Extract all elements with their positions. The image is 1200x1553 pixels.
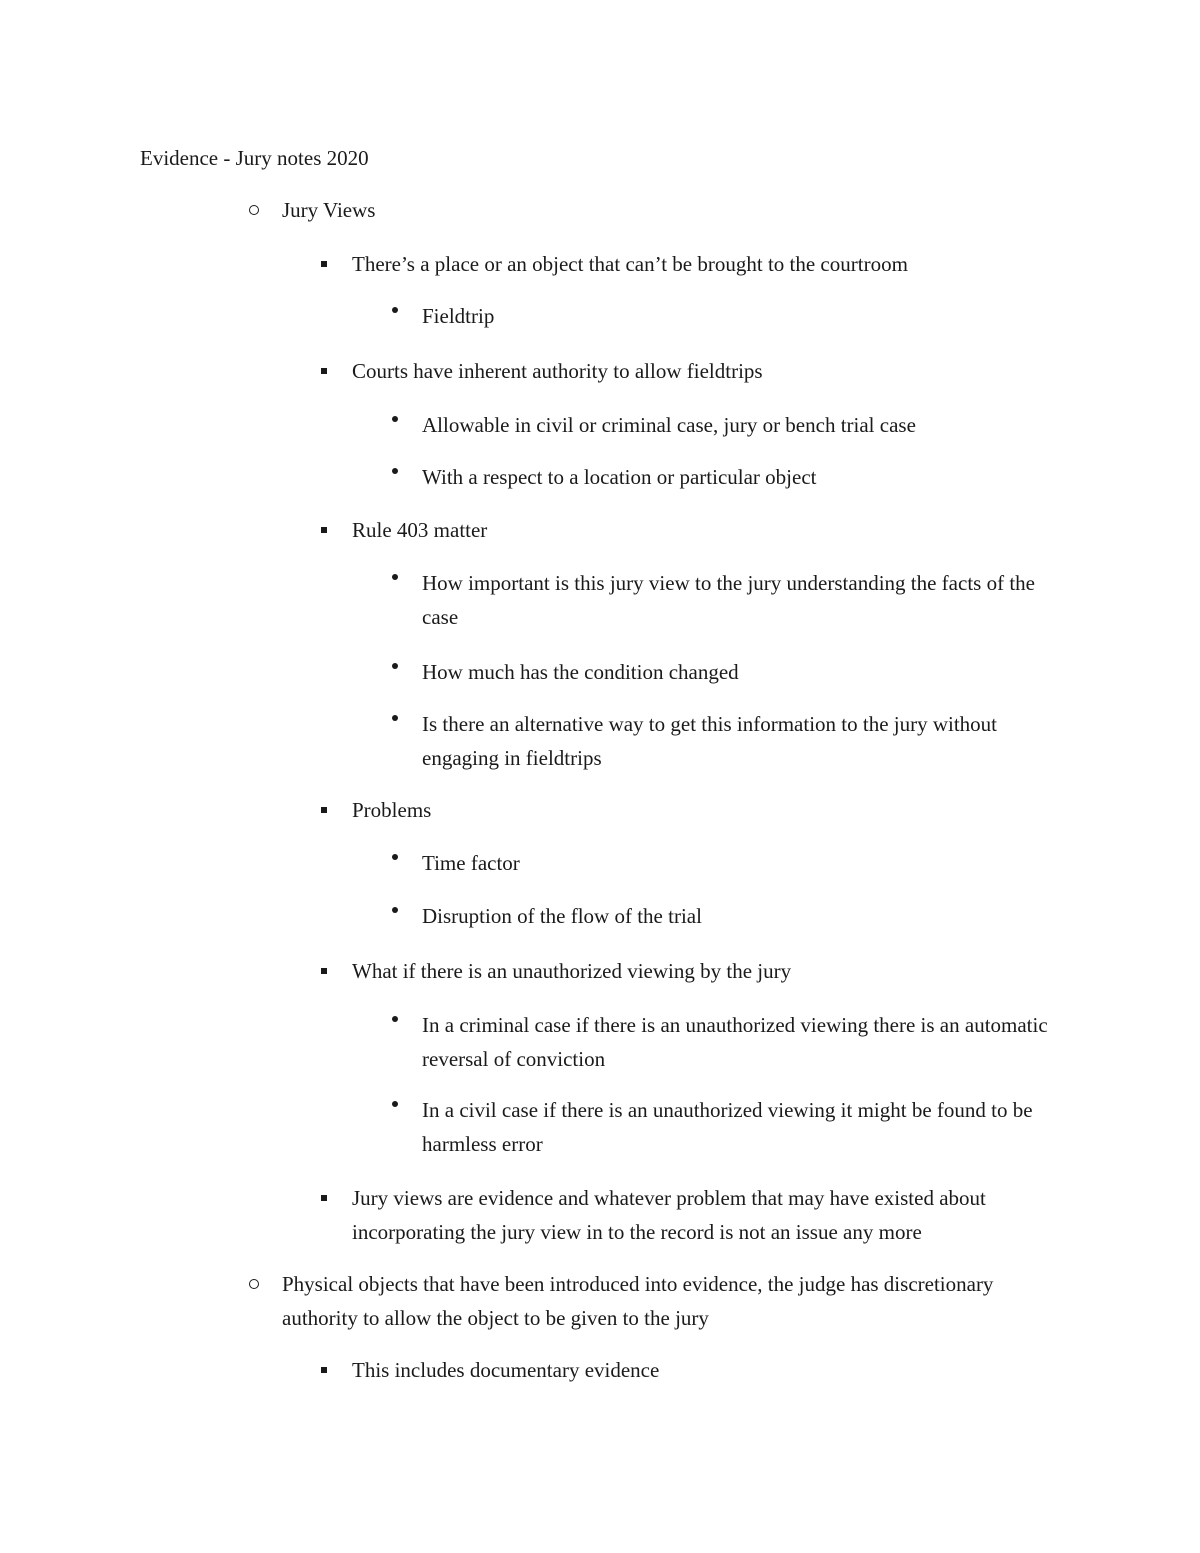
page-title: Evidence - Jury notes 2020 [140, 146, 369, 170]
list-item [422, 1093, 1072, 1161]
list-item-text: Time factor [422, 851, 520, 875]
list-item [352, 1181, 1072, 1249]
dot-bullet-icon [392, 1101, 398, 1107]
list-item [282, 1267, 1072, 1335]
square-bullet-icon [321, 1367, 327, 1373]
list-item [352, 247, 1072, 281]
list-item-text: How much has the condition changed [422, 660, 739, 684]
hollow-circle-bullet-icon [249, 205, 259, 215]
square-bullet-icon [321, 368, 327, 374]
square-bullet-icon [321, 527, 327, 533]
list-item [422, 899, 1072, 933]
dot-bullet-icon [392, 854, 398, 860]
list-item [282, 193, 1072, 227]
dot-bullet-icon [392, 663, 398, 669]
list-item [352, 513, 1072, 547]
list-item-text: Jury Views [282, 198, 376, 222]
dot-bullet-icon [392, 907, 398, 913]
list-item [352, 954, 1072, 988]
square-bullet-icon [321, 261, 327, 267]
list-item [352, 1353, 1072, 1387]
list-item-text: Jury views are evidence and whatever problem that may have existed about incorporating the jury view in to the record is not an issue any more [352, 1186, 986, 1244]
dot-bullet-icon [392, 715, 398, 721]
square-bullet-icon [321, 807, 327, 813]
list-item-text: Fieldtrip [422, 304, 495, 328]
dot-bullet-icon [392, 1016, 398, 1022]
list-item [422, 460, 1072, 494]
list-item-text: Allowable in civil or criminal case, jury or bench trial case [422, 413, 916, 437]
list-item-text: Courts have inherent authority to allow fieldtrips [352, 359, 763, 383]
list-item [422, 566, 1072, 634]
list-item [422, 408, 1072, 442]
list-item [352, 354, 1072, 388]
dot-bullet-icon [392, 574, 398, 580]
list-item [422, 1008, 1072, 1076]
list-item-text: With a respect to a location or particular object [422, 465, 817, 489]
list-item [422, 299, 1072, 333]
list-item-text: There’s a place or an object that can’t be brought to the courtroom [352, 252, 908, 276]
list-item-text: Disruption of the flow of the trial [422, 904, 702, 928]
dot-bullet-icon [392, 307, 398, 313]
list-item [422, 655, 1072, 689]
list-item-text: Physical objects that have been introduced into evidence, the judge has discretionary authority to allow the object to be given to the jury [282, 1272, 994, 1330]
list-item-text: This includes documentary evidence [352, 1358, 660, 1382]
list-item [422, 846, 1072, 880]
square-bullet-icon [321, 1195, 327, 1201]
list-item-text: Rule 403 matter [352, 518, 488, 542]
list-item [422, 707, 1072, 775]
list-item-text: In a civil case if there is an unauthorized viewing it might be found to be harmless error [422, 1098, 1033, 1156]
square-bullet-icon [321, 968, 327, 974]
list-item-text: How important is this jury view to the jury understanding the facts of the case [422, 571, 1035, 629]
hollow-circle-bullet-icon [249, 1279, 259, 1289]
dot-bullet-icon [392, 468, 398, 474]
list-item-text: In a criminal case if there is an unauthorized viewing there is an automatic reversal of conviction [422, 1013, 1048, 1071]
list-item-text: Is there an alternative way to get this information to the jury without engaging in fieldtrips [422, 712, 998, 770]
dot-bullet-icon [392, 416, 398, 422]
list-item-text: What if there is an unauthorized viewing by the jury [352, 959, 792, 983]
list-item-text: Problems [352, 798, 432, 822]
list-item [352, 793, 1072, 827]
